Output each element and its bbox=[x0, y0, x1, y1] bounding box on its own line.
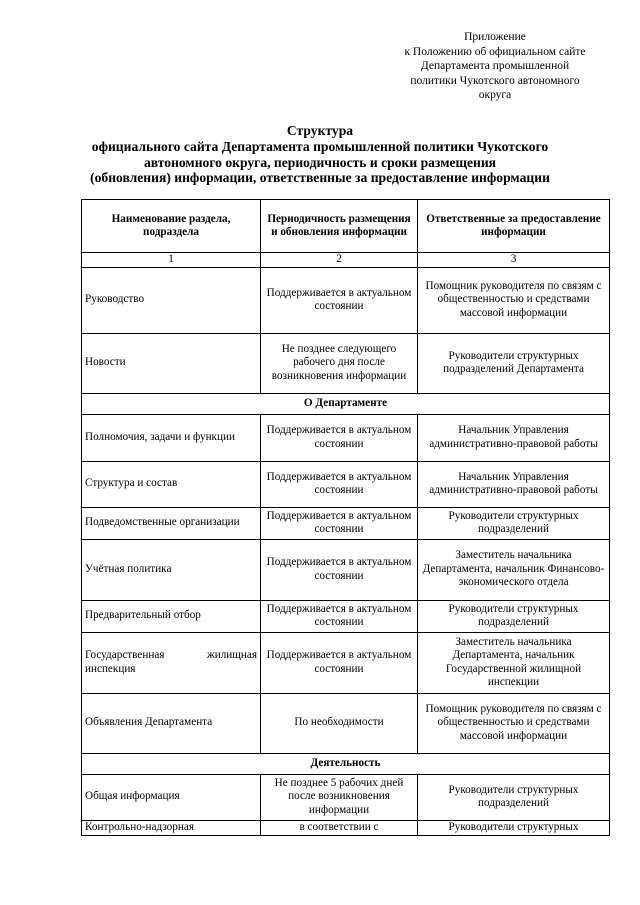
row-name: Государственная жилищная инспекция bbox=[82, 632, 261, 693]
row-period: Поддерживается в актуальном состоянии bbox=[261, 632, 418, 693]
section-heading: О Департаменте bbox=[82, 393, 610, 414]
row-responsible: Заместитель начальника Департамента, начальник Финансово-экономического отдела bbox=[418, 539, 610, 600]
row-name: Полномочия, задачи и функции bbox=[82, 414, 261, 461]
row-name: Контрольно-надзорная bbox=[82, 820, 261, 835]
row-period: Поддерживается в актуальном состоянии bbox=[261, 267, 418, 333]
appendix-note bbox=[370, 30, 620, 103]
row-responsible: Руководители структурных подразделений bbox=[418, 774, 610, 820]
header-section-name: Наименование раздела, подраздела bbox=[82, 200, 261, 253]
table-row bbox=[82, 267, 610, 333]
title-line: автономного округа, периодичность и сроки размещения bbox=[143, 154, 497, 170]
row-responsible: Помощник руководителя по связям с общественностью и средствами массовой информации bbox=[418, 267, 610, 333]
row-period: в соответствии с bbox=[261, 820, 418, 835]
row-name: Общая информация bbox=[82, 774, 261, 820]
row-period: Не позднее следующего рабочего дня после возникновения информации bbox=[261, 333, 418, 393]
row-responsible: Начальник Управления административно-правовой работы bbox=[418, 414, 610, 461]
row-responsible: Руководители структурных подразделений Департамента bbox=[418, 333, 610, 393]
appendix-line: округа bbox=[478, 89, 512, 101]
row-period: Поддерживается в актуальном состоянии bbox=[261, 461, 418, 507]
structure-table bbox=[81, 199, 610, 836]
row-name: Учётная политика bbox=[82, 539, 261, 600]
row-responsible: Помощник руководителя по связям с общественностью и средствами массовой информации bbox=[418, 693, 610, 753]
section-row bbox=[82, 753, 610, 774]
table-row bbox=[82, 600, 610, 632]
column-number-row bbox=[82, 253, 610, 268]
row-name: Объявления Департамента bbox=[82, 693, 261, 753]
row-name: Новости bbox=[82, 333, 261, 393]
table-row bbox=[82, 333, 610, 393]
title-line: Структура bbox=[286, 123, 354, 138]
appendix-line: Департамента промышленной bbox=[420, 60, 570, 72]
table-row bbox=[82, 774, 610, 820]
row-name: Предварительный отбор bbox=[82, 600, 261, 632]
row-period: Поддерживается в актуальном состоянии bbox=[261, 414, 418, 461]
document-title bbox=[40, 123, 600, 186]
row-period: По необходимости bbox=[261, 693, 418, 753]
appendix-line: к Положению об официальном сайте bbox=[404, 45, 586, 58]
table-row bbox=[82, 632, 610, 693]
table-row bbox=[82, 693, 610, 753]
table-row bbox=[82, 461, 610, 507]
column-number: 1 bbox=[82, 253, 261, 268]
row-name: Структура и состав bbox=[82, 461, 261, 507]
row-period: Поддерживается в актуальном состоянии bbox=[261, 600, 418, 632]
section-heading: Деятельность bbox=[82, 753, 610, 774]
appendix-line: политики Чукотского автономного bbox=[410, 74, 580, 87]
table-row bbox=[82, 414, 610, 461]
row-period: Поддерживается в актуальном состоянии bbox=[261, 507, 418, 539]
row-responsible: Заместитель начальника Департамента, начальник Государственной жилищной инспекции bbox=[418, 632, 610, 693]
row-responsible: Руководители структурных bbox=[418, 820, 610, 835]
column-number: 2 bbox=[261, 253, 418, 268]
title-line: официального сайта Департамента промышленной политики Чукотского bbox=[91, 138, 549, 154]
row-period: Поддерживается в актуальном состоянии bbox=[261, 539, 418, 600]
column-number: 3 bbox=[418, 253, 610, 268]
table-header-row bbox=[82, 200, 610, 253]
row-name: Подведомственные организации bbox=[82, 507, 261, 539]
table-row bbox=[82, 507, 610, 539]
appendix-line: Приложение bbox=[464, 31, 526, 43]
row-responsible: Начальник Управления административно-правовой работы bbox=[418, 461, 610, 507]
row-name: Руководство bbox=[82, 267, 261, 333]
row-responsible: Руководители структурных подразделений bbox=[418, 507, 610, 539]
row-period: Не позднее 5 рабочих дней после возникновения информации bbox=[261, 774, 418, 820]
table-row bbox=[82, 539, 610, 600]
table-row bbox=[82, 820, 610, 835]
header-responsible: Ответственные за предоставление информации bbox=[418, 200, 610, 253]
section-row bbox=[82, 393, 610, 414]
title-line: (обновления) информации, ответственные за предоставление информации bbox=[90, 170, 550, 186]
header-periodicity: Периодичность размещения и обновления информации bbox=[261, 200, 418, 253]
row-responsible: Руководители структурных подразделений bbox=[418, 600, 610, 632]
